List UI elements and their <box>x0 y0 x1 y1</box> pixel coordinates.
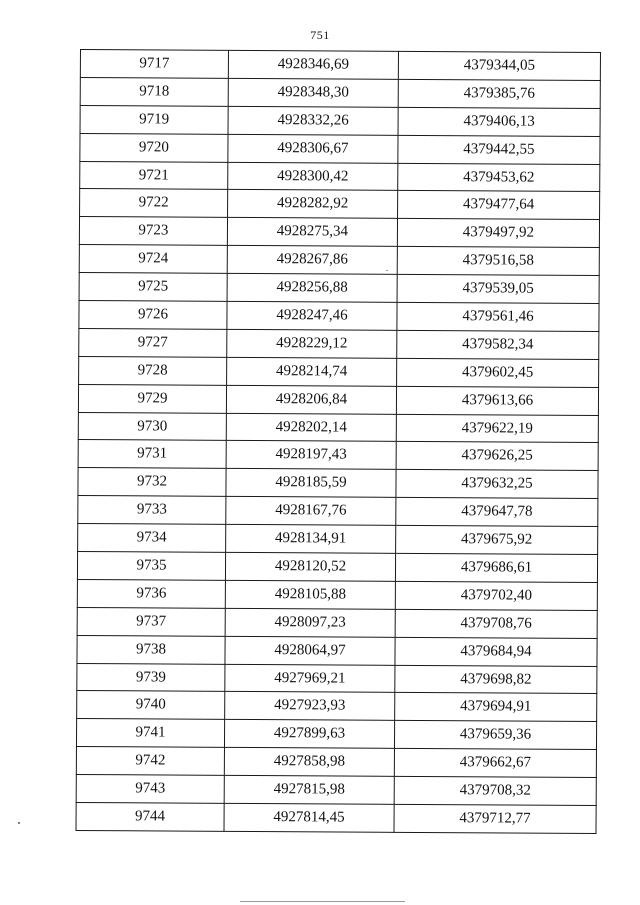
x-coordinate-cell: 4928267,86 <box>227 246 397 275</box>
y-coordinate-cell: 4379613,66 <box>396 386 598 415</box>
y-coordinate-cell: 4379622,19 <box>396 414 598 443</box>
table-row <box>80 189 600 220</box>
point-id-cell: 9725 <box>79 273 227 302</box>
point-id-cell: 9722 <box>80 189 228 218</box>
table-row <box>77 607 597 638</box>
x-coordinate-cell: 4928197,43 <box>226 441 396 470</box>
x-coordinate-cell: 4928256,88 <box>227 273 397 302</box>
y-coordinate-cell: 4379626,25 <box>396 442 598 471</box>
table-row <box>79 273 599 304</box>
x-coordinate-cell: 4928120,52 <box>225 552 395 581</box>
point-id-cell: 9717 <box>80 50 228 79</box>
table-row <box>79 356 599 387</box>
y-coordinate-cell: 4379385,76 <box>398 79 600 108</box>
x-coordinate-cell: 4928306,67 <box>228 134 398 163</box>
point-id-cell: 9719 <box>80 105 228 134</box>
point-id-cell: 9731 <box>78 440 226 469</box>
coordinates-table-body <box>76 50 600 834</box>
y-coordinate-cell: 4379702,40 <box>395 581 597 610</box>
x-coordinate-cell: 4928214,74 <box>227 357 397 386</box>
point-id-cell: 9729 <box>78 384 226 413</box>
point-id-cell: 9721 <box>80 161 228 190</box>
x-coordinate-cell: 4928134,91 <box>226 524 396 553</box>
table-row <box>77 635 597 666</box>
point-id-cell: 9736 <box>77 579 225 608</box>
x-coordinate-cell: 4928300,42 <box>228 162 398 191</box>
table-row <box>77 663 597 694</box>
table-row <box>78 384 598 415</box>
x-coordinate-cell: 4928105,88 <box>225 580 395 609</box>
x-coordinate-cell: 4928064,97 <box>225 636 395 665</box>
y-coordinate-cell: 4379582,34 <box>397 330 599 359</box>
point-id-cell: 9720 <box>80 133 228 162</box>
y-coordinate-cell: 4379694,91 <box>395 693 597 722</box>
y-coordinate-cell: 4379675,92 <box>396 525 598 554</box>
table-row <box>76 803 596 834</box>
y-coordinate-cell: 4379659,36 <box>394 721 596 750</box>
x-coordinate-cell: 4928346,69 <box>228 50 398 79</box>
table-row <box>77 579 597 610</box>
y-coordinate-cell: 4379516,58 <box>397 247 599 276</box>
table-row <box>80 77 600 108</box>
point-id-cell: 9718 <box>80 77 228 106</box>
point-id-cell: 9742 <box>76 747 224 776</box>
point-id-cell: 9727 <box>79 328 227 357</box>
table-row <box>78 412 598 443</box>
point-id-cell: 9726 <box>79 301 227 330</box>
table-row <box>79 328 599 359</box>
y-coordinate-cell: 4379406,13 <box>398 107 600 136</box>
y-coordinate-cell: 4379632,25 <box>396 470 598 499</box>
point-id-cell: 9737 <box>77 607 225 636</box>
y-coordinate-cell: 4379684,94 <box>395 637 597 666</box>
point-id-cell: 9741 <box>76 719 224 748</box>
x-coordinate-cell: 4927858,98 <box>224 748 394 777</box>
y-coordinate-cell: 4379662,67 <box>394 749 596 778</box>
y-coordinate-cell: 4379708,32 <box>394 776 596 805</box>
x-coordinate-cell: 4928185,59 <box>226 469 396 498</box>
x-coordinate-cell: 4927969,21 <box>225 664 395 693</box>
scan-edge-line <box>240 901 405 902</box>
point-id-cell: 9730 <box>78 412 226 441</box>
table-row <box>78 468 598 499</box>
table-row <box>80 50 600 81</box>
x-coordinate-cell: 4927899,63 <box>224 720 394 749</box>
x-coordinate-cell: 4928247,46 <box>227 301 397 330</box>
point-id-cell: 9724 <box>79 245 227 274</box>
y-coordinate-cell: 4379344,05 <box>398 51 600 80</box>
x-coordinate-cell: 4927814,45 <box>224 803 394 832</box>
table-row <box>76 747 596 778</box>
y-coordinate-cell: 4379561,46 <box>397 302 599 331</box>
point-id-cell: 9735 <box>77 552 225 581</box>
point-id-cell: 9738 <box>77 635 225 664</box>
table-row <box>78 496 598 527</box>
coordinates-table-container <box>75 49 599 834</box>
table-row <box>80 161 600 192</box>
point-id-cell: 9743 <box>76 775 224 804</box>
x-coordinate-cell: 4928332,26 <box>228 106 398 135</box>
y-coordinate-cell: 4379539,05 <box>397 274 599 303</box>
y-coordinate-cell: 4379453,62 <box>398 163 600 192</box>
point-id-cell: 9732 <box>78 468 226 497</box>
y-coordinate-cell: 4379712,77 <box>394 804 596 833</box>
y-coordinate-cell: 4379442,55 <box>398 135 600 164</box>
table-row <box>78 524 598 555</box>
x-coordinate-cell: 4928275,34 <box>227 218 397 247</box>
page-number: 751 <box>310 28 330 42</box>
point-id-cell: 9734 <box>78 524 226 553</box>
point-id-cell: 9739 <box>77 663 225 692</box>
x-coordinate-cell: 4927815,98 <box>224 775 394 804</box>
table-row <box>79 301 599 332</box>
table-row <box>77 552 597 583</box>
x-coordinate-cell: 4928348,30 <box>228 78 398 107</box>
table-row <box>78 440 598 471</box>
table-row <box>76 719 596 750</box>
table-row <box>80 105 600 136</box>
x-coordinate-cell: 4928282,92 <box>228 190 398 219</box>
y-coordinate-cell: 4379647,78 <box>396 498 598 527</box>
point-id-cell: 9744 <box>76 803 224 832</box>
point-id-cell: 9728 <box>79 356 227 385</box>
x-coordinate-cell: 4928206,84 <box>226 385 396 414</box>
y-coordinate-cell: 4379497,92 <box>397 219 599 248</box>
y-coordinate-cell: 4379698,82 <box>395 665 597 694</box>
scan-speck <box>18 822 20 824</box>
y-coordinate-cell: 4379708,76 <box>395 609 597 638</box>
point-id-cell: 9740 <box>77 691 225 720</box>
point-id-cell: 9723 <box>79 217 227 246</box>
x-coordinate-cell: 4928202,14 <box>226 413 396 442</box>
table-row <box>80 133 600 164</box>
table-row <box>77 691 597 722</box>
y-coordinate-cell: 4379602,45 <box>397 358 599 387</box>
x-coordinate-cell: 4928167,76 <box>226 497 396 526</box>
x-coordinate-cell: 4927923,93 <box>225 692 395 721</box>
point-id-cell: 9733 <box>78 496 226 525</box>
y-coordinate-cell: 4379477,64 <box>398 191 600 220</box>
x-coordinate-cell: 4928229,12 <box>227 329 397 358</box>
table-row <box>76 775 596 806</box>
y-coordinate-cell: 4379686,61 <box>395 553 597 582</box>
x-coordinate-cell: 4928097,23 <box>225 608 395 637</box>
coordinates-table <box>75 49 600 834</box>
table-row <box>79 217 599 248</box>
scan-speck <box>386 270 388 271</box>
table-row <box>79 245 599 276</box>
